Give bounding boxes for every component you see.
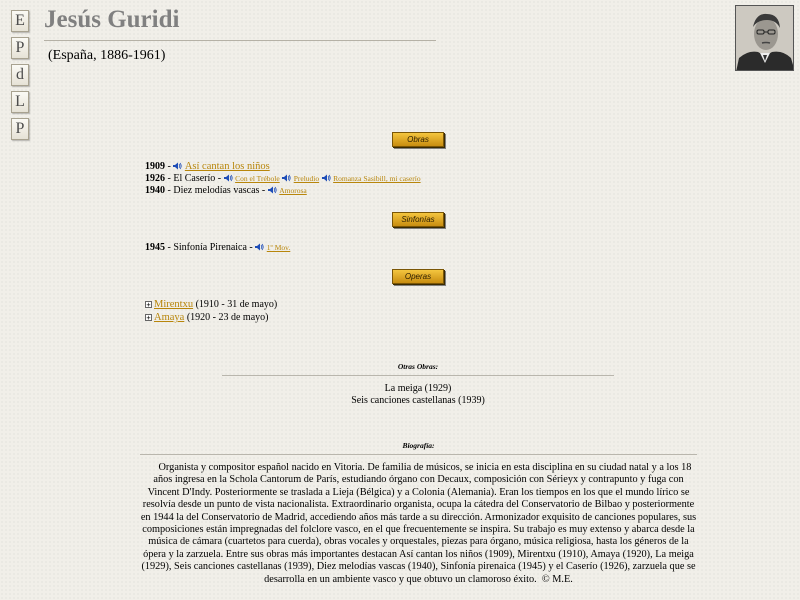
list-item: Seis canciones castellanas (1939) xyxy=(351,395,485,406)
biografia-heading: Biografía: xyxy=(402,441,435,450)
list-item: 1945 - Sinfonía Pirenaica - 1º Mov. xyxy=(145,242,291,253)
speaker-icon[interactable] xyxy=(268,186,277,194)
list-item xyxy=(145,298,277,311)
otras-obras-heading: Otras Obras: xyxy=(397,362,439,371)
page-subtitle: (España, 1886-1961) xyxy=(48,48,166,63)
work-title: Sinfonía Pirenaica - xyxy=(173,242,256,253)
audio-link-preludio[interactable]: Preludio xyxy=(293,174,320,183)
operas-section-button[interactable]: Operas xyxy=(392,269,444,284)
biografia-text: Organista y compositor español nacido en Vitoria. De familia de músicos, se inicia en esta disciplina en su ciudad natal y a los 18 años ingresa en la Schola Cantorum de París, estudiando órgano con Decaux, composición con Sérieyx y contrapunto y fuga con Vincent D'Indy. Posteriormente se traslada a Lieja (Bélgica) y a Colonia (Alemania). Eran los tiempos en los que el mundo lírico se resolvía desde un punto de vista nacionalista. Extraordinario organista, ocupa la cátedra del Conservatorio de Bilbao y posteriormente en 1944 la del Conservatorio de Madrid, accediendo años más tarde a su dirección. Armonizador exquisito de canciones populares, sus composiciones están impregnadas del folclore vasco, en el que frecuentemente se inspira. Su trabajo es muy extenso y abarca desde la música de cámara (cuartetos para cuerda), obras vocales y orquestales, piezas para órgano, música religiosa, hasta los géneros de la ópera y la zarzuela. Entre sus obras más importantes destacan Así cantan los niños (1909), Mirentxu (1910), Amaya (1920), La meiga (1929), Seis canciones castellanas (1939), Diez melodías vascas (1940), Sinfonía pirenaica (1945) y el Caserío (1926), zarzuela que se desarrolla en un ambiente vasco y que obtuvo un clamoroso éxito. © M.E. xyxy=(140,462,697,585)
divider xyxy=(222,375,614,376)
work-title: El Caserío - xyxy=(173,173,224,184)
work-year: 1909 xyxy=(145,161,165,172)
signature: © M.E. xyxy=(541,573,573,585)
work-title: Diez melodías vascas - xyxy=(173,185,268,196)
opera-link-amaya[interactable]: Amaya xyxy=(154,312,185,323)
composer-portrait xyxy=(735,5,794,71)
list-item: La meiga (1929) xyxy=(384,383,452,394)
speaker-icon[interactable] xyxy=(322,174,331,182)
side-navigation xyxy=(11,10,31,145)
audio-link-asi-cantan[interactable]: Así cantan los niños xyxy=(184,161,270,172)
obras-list xyxy=(145,161,421,197)
title-divider xyxy=(44,40,436,41)
sinfonias-list xyxy=(145,242,290,254)
nav-tile-p[interactable]: P xyxy=(11,37,29,59)
list-item: 1926 - El Caserío - Con el Trébole Preludio Romanza Sasibill, mi caserío xyxy=(145,173,421,184)
speaker-icon[interactable] xyxy=(282,174,291,182)
work-year: 1945 xyxy=(145,242,165,253)
list-item: 1940 - Diez melodías vascas - Amorosa xyxy=(145,185,307,196)
work-year: 1940 xyxy=(145,185,165,196)
expand-icon[interactable]: + xyxy=(146,314,151,322)
operas-list xyxy=(145,298,277,324)
otras-obras-list xyxy=(222,383,614,407)
audio-link-primer-movimiento[interactable]: 1º Mov. xyxy=(266,243,291,252)
nav-tile-d[interactable]: d xyxy=(11,64,29,86)
portrait-image xyxy=(736,6,794,71)
opera-date: (1910 - 31 de mayo) xyxy=(193,299,278,310)
expand-icon[interactable]: + xyxy=(146,301,151,309)
speaker-icon[interactable] xyxy=(255,243,264,251)
obras-section-button[interactable]: Obras xyxy=(392,132,444,147)
opera-link-mirentxu[interactable]: Mirentxu xyxy=(154,299,194,310)
otras-obras-section xyxy=(222,362,614,407)
audio-link-romanza[interactable]: Romanza Sasibill, mi caserío xyxy=(333,174,421,183)
speaker-icon[interactable] xyxy=(173,162,182,170)
work-year: 1926 xyxy=(145,173,165,184)
nav-tile-l[interactable]: L xyxy=(11,91,29,113)
nav-tile-e[interactable]: E xyxy=(11,10,29,32)
nav-tile-p-2[interactable]: P xyxy=(11,118,29,140)
list-item: 1909 - Así cantan los niños xyxy=(145,161,270,172)
audio-link-con-el-trebole[interactable]: Con el Trébole xyxy=(235,174,280,183)
opera-date: (1920 - 23 de mayo) xyxy=(184,312,269,323)
list-item xyxy=(145,311,277,324)
biografia-section xyxy=(140,441,697,586)
audio-link-amorosa[interactable]: Amorosa xyxy=(279,186,307,195)
sinfonias-section-button[interactable]: Sinfonías xyxy=(392,212,444,227)
divider xyxy=(140,454,697,455)
page-title: Jesús Guridi xyxy=(44,6,180,33)
speaker-icon[interactable] xyxy=(224,174,233,182)
